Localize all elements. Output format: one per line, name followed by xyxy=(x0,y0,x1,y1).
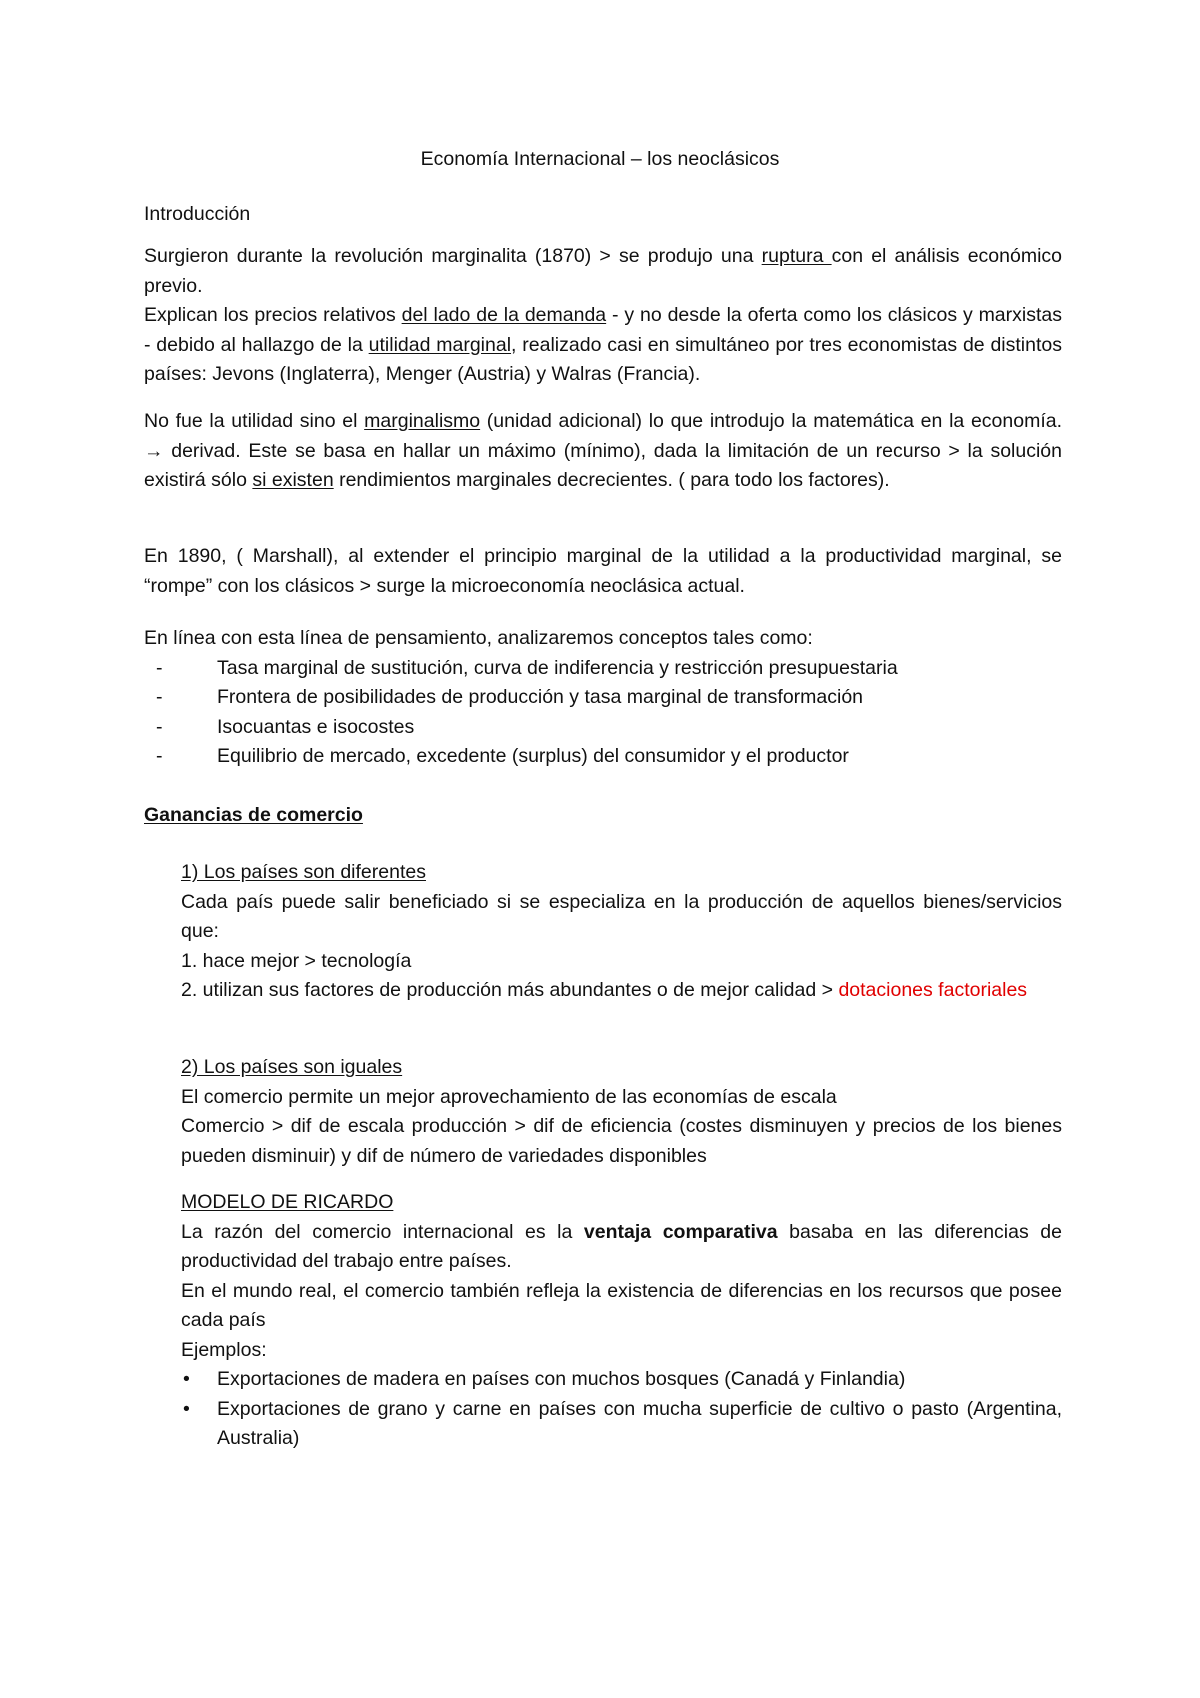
text-run: - y no desde la oferta como los clásicos y marxistas - debido al hallazgo de la xyxy=(144,304,1062,356)
example-text: Exportaciones de madera en países con muchos bosques (Canadá y Finlandia) xyxy=(217,1368,906,1390)
right-arrow-icon: → xyxy=(144,439,164,462)
text-run: La razón del comercio internacional es la xyxy=(181,1220,584,1243)
highlight-dotaciones-factoriales: dotaciones factoriales xyxy=(838,979,1028,1001)
text-run: derivad. Este se basa en hallar un máximo (mínimo), dada la limitación de un recurso > la solución existirá sólo xyxy=(144,439,1062,491)
paises-diferentes-heading: 1) Los países son diferentes xyxy=(181,861,426,883)
paises-iguales-line-2: Comercio > dif de escala producción > dif de eficiencia (costes disminuyen y precios de los bienes pueden disminuir) y dif de número de variedades disponibles xyxy=(181,1115,1062,1167)
dash-marker: - xyxy=(156,686,163,708)
example-item xyxy=(181,1365,1062,1395)
intro-paragraph-4: En 1890, ( Marshall), al extender el principio marginal de la utilidad a la productividad marginal, se “rompe” con los clásicos > surge la microeconomía neoclásica actual. xyxy=(144,545,1062,597)
ricardo-paragraph-2: En el mundo real, el comercio también refleja la existencia de diferencias en los recursos que posee cada país xyxy=(181,1279,1062,1331)
concept-item xyxy=(144,654,1062,684)
marshall-section xyxy=(144,542,1062,601)
dash-marker: - xyxy=(156,745,163,767)
ricardo-section xyxy=(181,1188,1062,1454)
underlined-term-demanda: del lado de la demanda xyxy=(401,304,607,326)
text-run: (unidad adicional) lo que introdujo la matemática en la economía. xyxy=(480,410,1063,432)
intro-paragraph-5: En línea con esta línea de pensamiento, analizaremos conceptos tales como: xyxy=(144,627,813,649)
ejemplos-label: Ejemplos: xyxy=(181,1338,267,1361)
concept-text: Tasa marginal de sustitución, curva de indiferencia y restricción presupuestaria xyxy=(217,656,898,679)
concepts-section xyxy=(144,624,1062,772)
concept-item xyxy=(144,683,1062,713)
concept-text: Isocuantas e isocostes xyxy=(217,715,415,738)
bold-term-ventaja-comparativa: ventaja comparativa xyxy=(583,1220,778,1243)
intro-paragraph-2 xyxy=(144,301,1062,390)
dash-marker: - xyxy=(156,656,163,679)
concept-text: Frontera de posibilidades de producción y tasa marginal de transformación xyxy=(217,686,864,708)
concept-item xyxy=(144,742,1062,772)
paises-iguales-section xyxy=(181,1053,1062,1171)
text-run: con el análisis económico previo. xyxy=(144,245,1063,297)
marginalismo-section xyxy=(144,407,1062,496)
intro-paragraph-1 xyxy=(144,242,1062,301)
underlined-term-marginalismo: marginalismo xyxy=(364,410,481,432)
document-title: Economía Internacional – los neoclásicos xyxy=(420,148,780,170)
bullet-marker: • xyxy=(183,1397,190,1420)
underlined-term-utilidad-marginal: utilidad marginal xyxy=(368,333,512,356)
text-run: Explican los precios relativos xyxy=(144,304,402,326)
ricardo-paragraph-1 xyxy=(181,1218,1062,1277)
example-item xyxy=(181,1395,1062,1454)
intro-heading: Introducción xyxy=(144,203,251,225)
intro-paragraph-3 xyxy=(144,407,1062,496)
dash-marker: - xyxy=(156,715,163,738)
text-run: rendimientos marginales decrecientes. ( para todo los factores). xyxy=(333,469,890,491)
paises-diferentes-text: Cada país puede salir beneficiado si se especializa en la producción de aquellos bienes/servicios que: xyxy=(181,890,1062,942)
bullet-marker: • xyxy=(183,1368,190,1390)
paises-diferentes-item-2 xyxy=(181,976,1062,1006)
text-run: No fue la utilidad sino el xyxy=(144,410,365,432)
text-run: , realizado casi en simultáneo por tres economistas de distintos países: Jevons (Inglaterra), Menger (Austria) y Walras (Francia). xyxy=(144,333,1062,385)
text-run: basaba en las diferencias de productividad del trabajo entre países. xyxy=(181,1220,1062,1272)
underlined-term-si-existen: si existen xyxy=(252,469,334,491)
ganancias-heading: Ganancias de comercio xyxy=(144,804,363,826)
paises-diferentes-item-1: 1. hace mejor > tecnología xyxy=(181,949,412,972)
concept-item xyxy=(144,713,1062,743)
text-run: 2. utilizan sus factores de producción más abundantes o de mejor calidad > xyxy=(181,979,839,1001)
concept-text: Equilibrio de mercado, excedente (surplus) del consumidor y el productor xyxy=(217,745,849,767)
intro-section xyxy=(144,242,1062,390)
paises-iguales-line-1: El comercio permite un mejor aprovechamiento de las economías de escala xyxy=(181,1085,837,1108)
underlined-term-ruptura: ruptura xyxy=(761,245,832,267)
text-run: Surgieron durante la revolución marginalita (1870) > se produjo una xyxy=(144,245,762,267)
paises-diferentes-section xyxy=(181,858,1062,1006)
paises-iguales-heading: 2) Los países son iguales xyxy=(181,1056,403,1078)
ricardo-heading: MODELO DE RICARDO xyxy=(181,1191,394,1213)
example-text: Exportaciones de grano y carne en países con mucha superficie de cultivo o pasto (Argentina, Australia) xyxy=(217,1397,1062,1449)
